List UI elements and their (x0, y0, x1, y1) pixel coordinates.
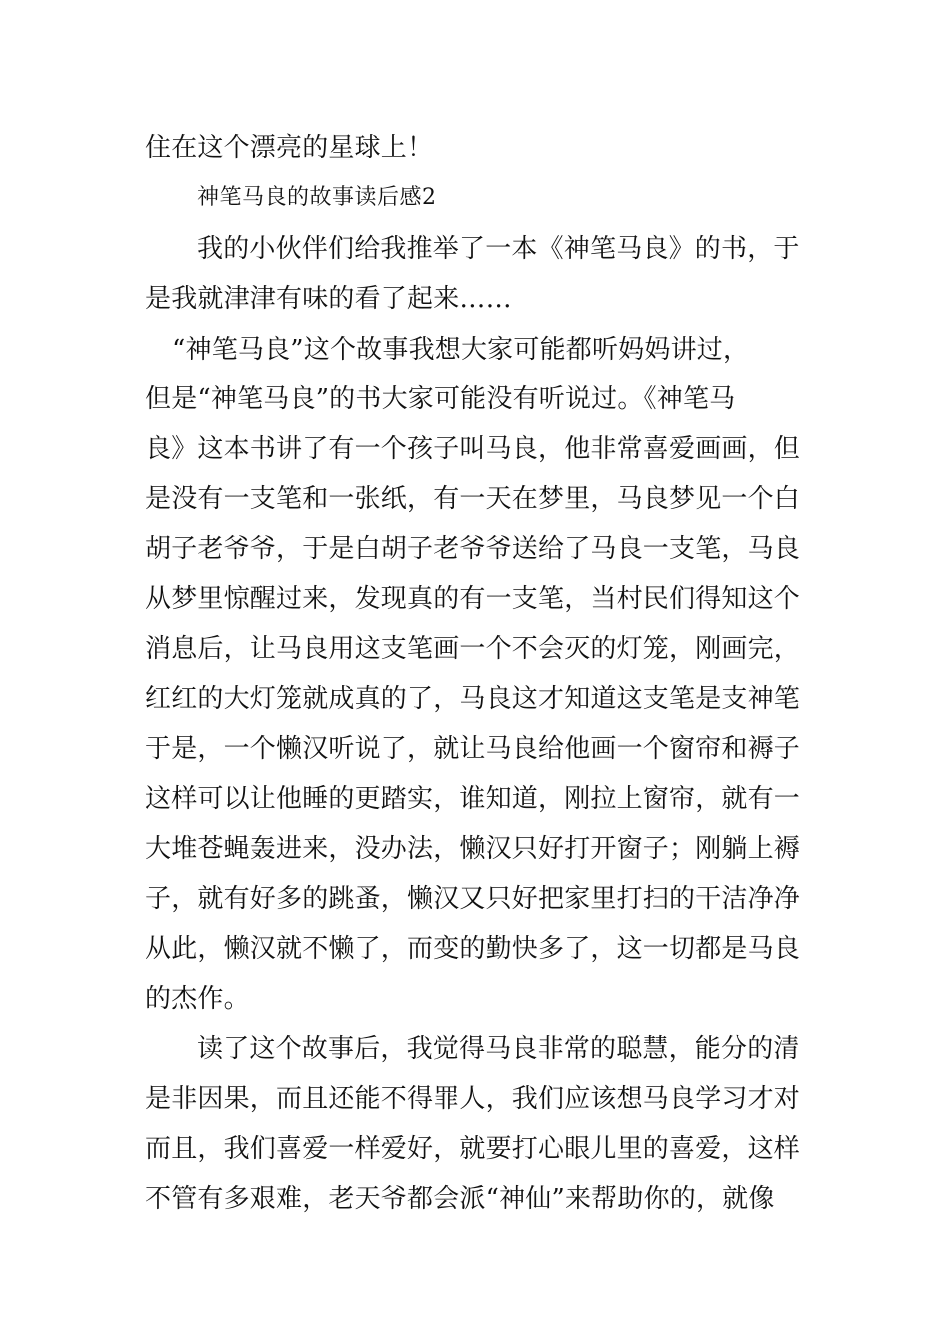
text-line-6: 但是“神笔马良”的书大家可能没有听说过。《神笔马 (145, 384, 736, 414)
text-line-10: 从梦里惊醒过来，发现真的有一支笔，当村民们得知这个 (145, 584, 801, 614)
text-line-13: 于是，一个懒汉听说了，就让马良给他画一个窗帘和褥子 (145, 734, 801, 764)
text-line-16: 子，就有好多的跳蚤，懒汉又只好把家里打扫的干洁净净 (145, 884, 801, 914)
text-line-20: 是非因果，而且还能不得罪人，我们应该想马良学习才对 (145, 1084, 801, 1114)
text-line-21: 而且，我们喜爱一样爱好，就要打心眼儿里的喜爱，这样 (145, 1134, 801, 1164)
text-line-3: 我的小伙伴们给我推举了一本《神笔马良》的书，于 (197, 234, 800, 264)
text-line-14: 这样可以让他睡的更踏实，谁知道，刚拉上窗帘，就有一 (145, 784, 801, 814)
text-line-22: 不管有多艰难，老天爷都会派“神仙”来帮助你的，就像 (145, 1184, 775, 1214)
text-line-17: 从此，懒汉就不懒了，而变的勤快多了，这一切都是马良 (145, 934, 801, 964)
text-line-5: “神笔马良”这个故事我想大家可能都听妈妈讲过， (172, 335, 750, 365)
text-line-8: 是没有一支笔和一张纸，有一天在梦里，马良梦见一个白 (145, 484, 801, 514)
text-line-7: 良》这本书讲了有一个孩子叫马良，他非常喜爱画画，但 (145, 434, 801, 464)
text-line-19: 读了这个故事后，我觉得马良非常的聪慧，能分的清 (197, 1034, 800, 1064)
text-line-1: 住在这个漂亮的星球上！ (145, 133, 434, 163)
text-line-9: 胡子老爷爷，于是白胡子老爷爷送给了马良一支笔，马良 (145, 534, 801, 564)
text-line-11: 消息后，让马良用这支笔画一个不会灭的灯笼，刚画完， (145, 634, 801, 664)
text-line-12: 红红的大灯笼就成真的了，马良这才知道这支笔是支神笔 (145, 684, 801, 714)
text-line-4: 是我就津津有味的看了起来…… (145, 284, 512, 314)
section-title: 神笔马良的故事读后感2 (197, 185, 437, 210)
text-line-15: 大堆苍蝇轰进来，没办法，懒汉只好打开窗子；刚躺上褥 (145, 834, 801, 864)
text-line-18: 的杰作。 (145, 984, 250, 1014)
